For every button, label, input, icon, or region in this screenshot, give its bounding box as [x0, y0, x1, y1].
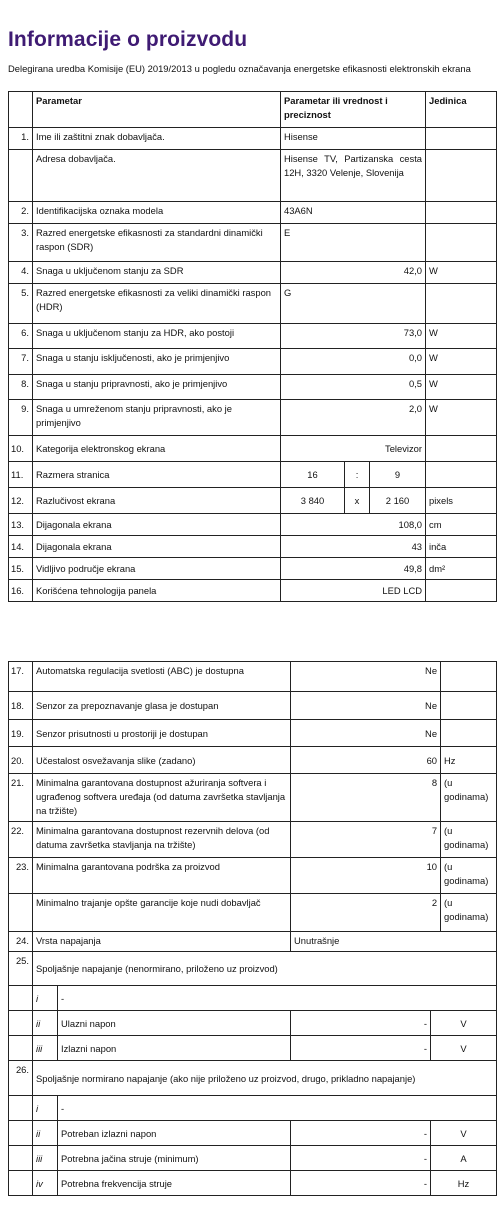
- row-label: Snaga u uključenom stanju za HDR, ako postoji: [33, 324, 281, 349]
- row-value: G: [281, 284, 426, 324]
- row-value: 42,0: [281, 262, 426, 284]
- sub-unit: V: [431, 1121, 497, 1146]
- row-value: Ne: [291, 720, 441, 747]
- row-unit: inča: [426, 536, 497, 558]
- row-unit: (u godinama): [441, 858, 497, 894]
- resolution-width: 3 840: [281, 488, 345, 514]
- row-value: Unutrašnje: [291, 932, 497, 952]
- sub-roman: i: [33, 986, 58, 1011]
- row-number: 5.: [9, 284, 33, 324]
- section-label: Spoljašnje normirano napajanje (ako nije priloženo uz proizvod, drugo, prikladno napajanje): [33, 1061, 497, 1096]
- row-label: Učestalost osvežavanja slike (zadano): [33, 747, 291, 774]
- row-label: Korišćena tehnologija panela: [33, 580, 281, 602]
- section-label: Spoljašnje napajanje (nenormirano, priloženo uz proizvod): [33, 952, 497, 986]
- row-number: 11.: [9, 462, 33, 488]
- row-number: [9, 1171, 33, 1196]
- row-unit: dm²: [426, 558, 497, 580]
- row-number: [9, 1146, 33, 1171]
- header-num: [9, 92, 33, 128]
- row-label: Minimalna garantovana dostupnost rezervnih delova (od datuma završetka stavljanja na tržište): [33, 822, 291, 858]
- sub-unit: V: [431, 1011, 497, 1036]
- row-number: 1.: [9, 128, 33, 150]
- sub-roman: ii: [33, 1011, 58, 1036]
- sub-roman: i: [33, 1096, 58, 1121]
- row-value: 8: [291, 774, 441, 822]
- sub-roman: ii: [33, 1121, 58, 1146]
- row-number: 3.: [9, 224, 33, 262]
- row-number: 4.: [9, 262, 33, 284]
- row-value: 7: [291, 822, 441, 858]
- resolution-height: 2 160: [370, 488, 426, 514]
- sub-roman: iv: [33, 1171, 58, 1196]
- row-unit: [426, 462, 497, 488]
- aspect-separator: :: [345, 462, 370, 488]
- row-number: 24.: [9, 932, 33, 952]
- row-unit: cm: [426, 514, 497, 536]
- aspect-height: 9: [370, 462, 426, 488]
- row-value: 0,5: [281, 375, 426, 400]
- product-info-table-part1: [8, 91, 497, 602]
- row-unit: W: [426, 375, 497, 400]
- row-value: 108,0: [281, 514, 426, 536]
- sub-unit: V: [431, 1036, 497, 1061]
- row-number: 18.: [9, 692, 33, 720]
- row-number: 2.: [9, 202, 33, 224]
- row-unit: [441, 692, 497, 720]
- product-info-table-part2: [8, 661, 497, 1196]
- sub-label: -: [58, 1096, 497, 1121]
- row-label: Snaga u uključenom stanju za SDR: [33, 262, 281, 284]
- row-number: 15.: [9, 558, 33, 580]
- row-label: Razlučivost ekrana: [33, 488, 281, 514]
- sub-label: Potrebna frekvencija struje: [58, 1171, 291, 1196]
- sub-unit: Hz: [431, 1171, 497, 1196]
- row-unit: W: [426, 400, 497, 436]
- row-value: Hisense: [281, 128, 426, 150]
- sub-label: Ulazni napon: [58, 1011, 291, 1036]
- row-label: Razred energetske efikasnosti za veliki dinamički raspon (HDR): [33, 284, 281, 324]
- row-unit: (u godinama): [441, 894, 497, 932]
- row-unit: [441, 662, 497, 692]
- row-value: 73,0: [281, 324, 426, 349]
- row-number: [9, 986, 33, 1011]
- page-title: Informacije o proizvodu: [8, 28, 248, 51]
- row-number: 6.: [9, 324, 33, 349]
- header-param: Parametar: [33, 92, 281, 128]
- row-label: Senzor za prepoznavanje glasa je dostupan: [33, 692, 291, 720]
- row-label: Ime ili zaštitni znak dobavljača.: [33, 128, 281, 150]
- row-number: 8.: [9, 375, 33, 400]
- row-label: Adresa dobavljača.: [33, 150, 281, 202]
- resolution-separator: x: [345, 488, 370, 514]
- row-unit: W: [426, 349, 497, 375]
- row-number: [9, 1096, 33, 1121]
- row-value: 0,0: [281, 349, 426, 375]
- row-unit: [426, 580, 497, 602]
- row-unit: W: [426, 324, 497, 349]
- row-unit: [441, 720, 497, 747]
- row-label: Vrsta napajanja: [33, 932, 291, 952]
- sub-value: -: [291, 1036, 431, 1061]
- row-label: Kategorija elektronskog ekrana: [33, 436, 281, 462]
- row-number: 26.: [9, 1061, 33, 1096]
- row-unit: [426, 436, 497, 462]
- row-number: [9, 1121, 33, 1146]
- row-number: 25.: [9, 952, 33, 986]
- row-label: Dijagonala ekrana: [33, 536, 281, 558]
- row-number: 14.: [9, 536, 33, 558]
- row-value: 2,0: [281, 400, 426, 436]
- header-unit: Jedinica: [426, 92, 497, 128]
- row-label: Minimalno trajanje opšte garancije koje nudi dobavljač: [33, 894, 291, 932]
- sub-unit: A: [431, 1146, 497, 1171]
- row-value: 2: [291, 894, 441, 932]
- sub-label: Potrebna jačina struje (minimum): [58, 1146, 291, 1171]
- row-number: 19.: [9, 720, 33, 747]
- row-number: 23.: [9, 858, 33, 894]
- row-label: Identifikacijska oznaka modela: [33, 202, 281, 224]
- row-label: Snaga u umreženom stanju pripravnosti, ako je primjenjivo: [33, 400, 281, 436]
- row-value: 60: [291, 747, 441, 774]
- sub-value: -: [291, 1011, 431, 1036]
- row-unit: [426, 128, 497, 150]
- sub-label: Potreban izlazni napon: [58, 1121, 291, 1146]
- row-unit: [426, 150, 497, 202]
- row-unit: [426, 284, 497, 324]
- row-value: 49,8: [281, 558, 426, 580]
- sub-label: -: [58, 986, 497, 1011]
- row-value: Televizor: [281, 436, 426, 462]
- row-value: Ne: [291, 662, 441, 692]
- row-value: Hisense TV, Partizanska cesta 12H, 3320 Velenje, Slovenija: [281, 150, 426, 202]
- row-label: Snaga u stanju pripravnosti, ako je primjenjivo: [33, 375, 281, 400]
- row-label: Senzor prisutnosti u prostoriji je dostupan: [33, 720, 291, 747]
- row-number: 16.: [9, 580, 33, 602]
- row-value: 43A6N: [281, 202, 426, 224]
- sub-roman: iii: [33, 1036, 58, 1061]
- row-value: Ne: [291, 692, 441, 720]
- row-label: Razred energetske efikasnosti za standardni dinamički raspon (SDR): [33, 224, 281, 262]
- row-number: 21.: [9, 774, 33, 822]
- row-label: Razmera stranica: [33, 462, 281, 488]
- sub-roman: iii: [33, 1146, 58, 1171]
- row-number: 22.: [9, 822, 33, 858]
- row-unit: (u godinama): [441, 822, 497, 858]
- row-number: [9, 1011, 33, 1036]
- row-unit: [426, 224, 497, 262]
- row-label: Minimalna garantovana dostupnost ažuriranja softvera i ugrađenog softvera uređaja (od datuma završetka stavljanja na tržište): [33, 774, 291, 822]
- header-value: Parametar ili vrednost i preciznost: [281, 92, 426, 128]
- row-unit: Hz: [441, 747, 497, 774]
- row-value: E: [281, 224, 426, 262]
- row-unit: [426, 202, 497, 224]
- row-label: Automatska regulacija svetlosti (ABC) je dostupna: [33, 662, 291, 692]
- row-number: [9, 150, 33, 202]
- aspect-width: 16: [281, 462, 345, 488]
- row-label: Dijagonala ekrana: [33, 514, 281, 536]
- sub-value: -: [291, 1171, 431, 1196]
- row-value: 43: [281, 536, 426, 558]
- sub-value: -: [291, 1146, 431, 1171]
- row-number: 13.: [9, 514, 33, 536]
- row-label: Snaga u stanju isključenosti, ako je primjenjivo: [33, 349, 281, 375]
- page-subtitle: Delegirana uredba Komisije (EU) 2019/2013 u pogledu označavanja energetske efikasnosti elektronskih ekrana: [8, 63, 471, 74]
- sub-value: -: [291, 1121, 431, 1146]
- row-value: LED LCD: [281, 580, 426, 602]
- sub-label: Izlazni napon: [58, 1036, 291, 1061]
- row-value: 10: [291, 858, 441, 894]
- row-unit: W: [426, 262, 497, 284]
- row-unit: (u godinama): [441, 774, 497, 822]
- row-number: 7.: [9, 349, 33, 375]
- row-label: Vidljivo područje ekrana: [33, 558, 281, 580]
- row-number: [9, 894, 33, 932]
- row-number: 17.: [9, 662, 33, 692]
- row-number: [9, 1036, 33, 1061]
- row-number: 12.: [9, 488, 33, 514]
- row-unit: pixels: [426, 488, 497, 514]
- row-label: Minimalna garantovana podrška za proizvod: [33, 858, 291, 894]
- row-number: 10.: [9, 436, 33, 462]
- row-number: 20.: [9, 747, 33, 774]
- row-number: 9.: [9, 400, 33, 436]
